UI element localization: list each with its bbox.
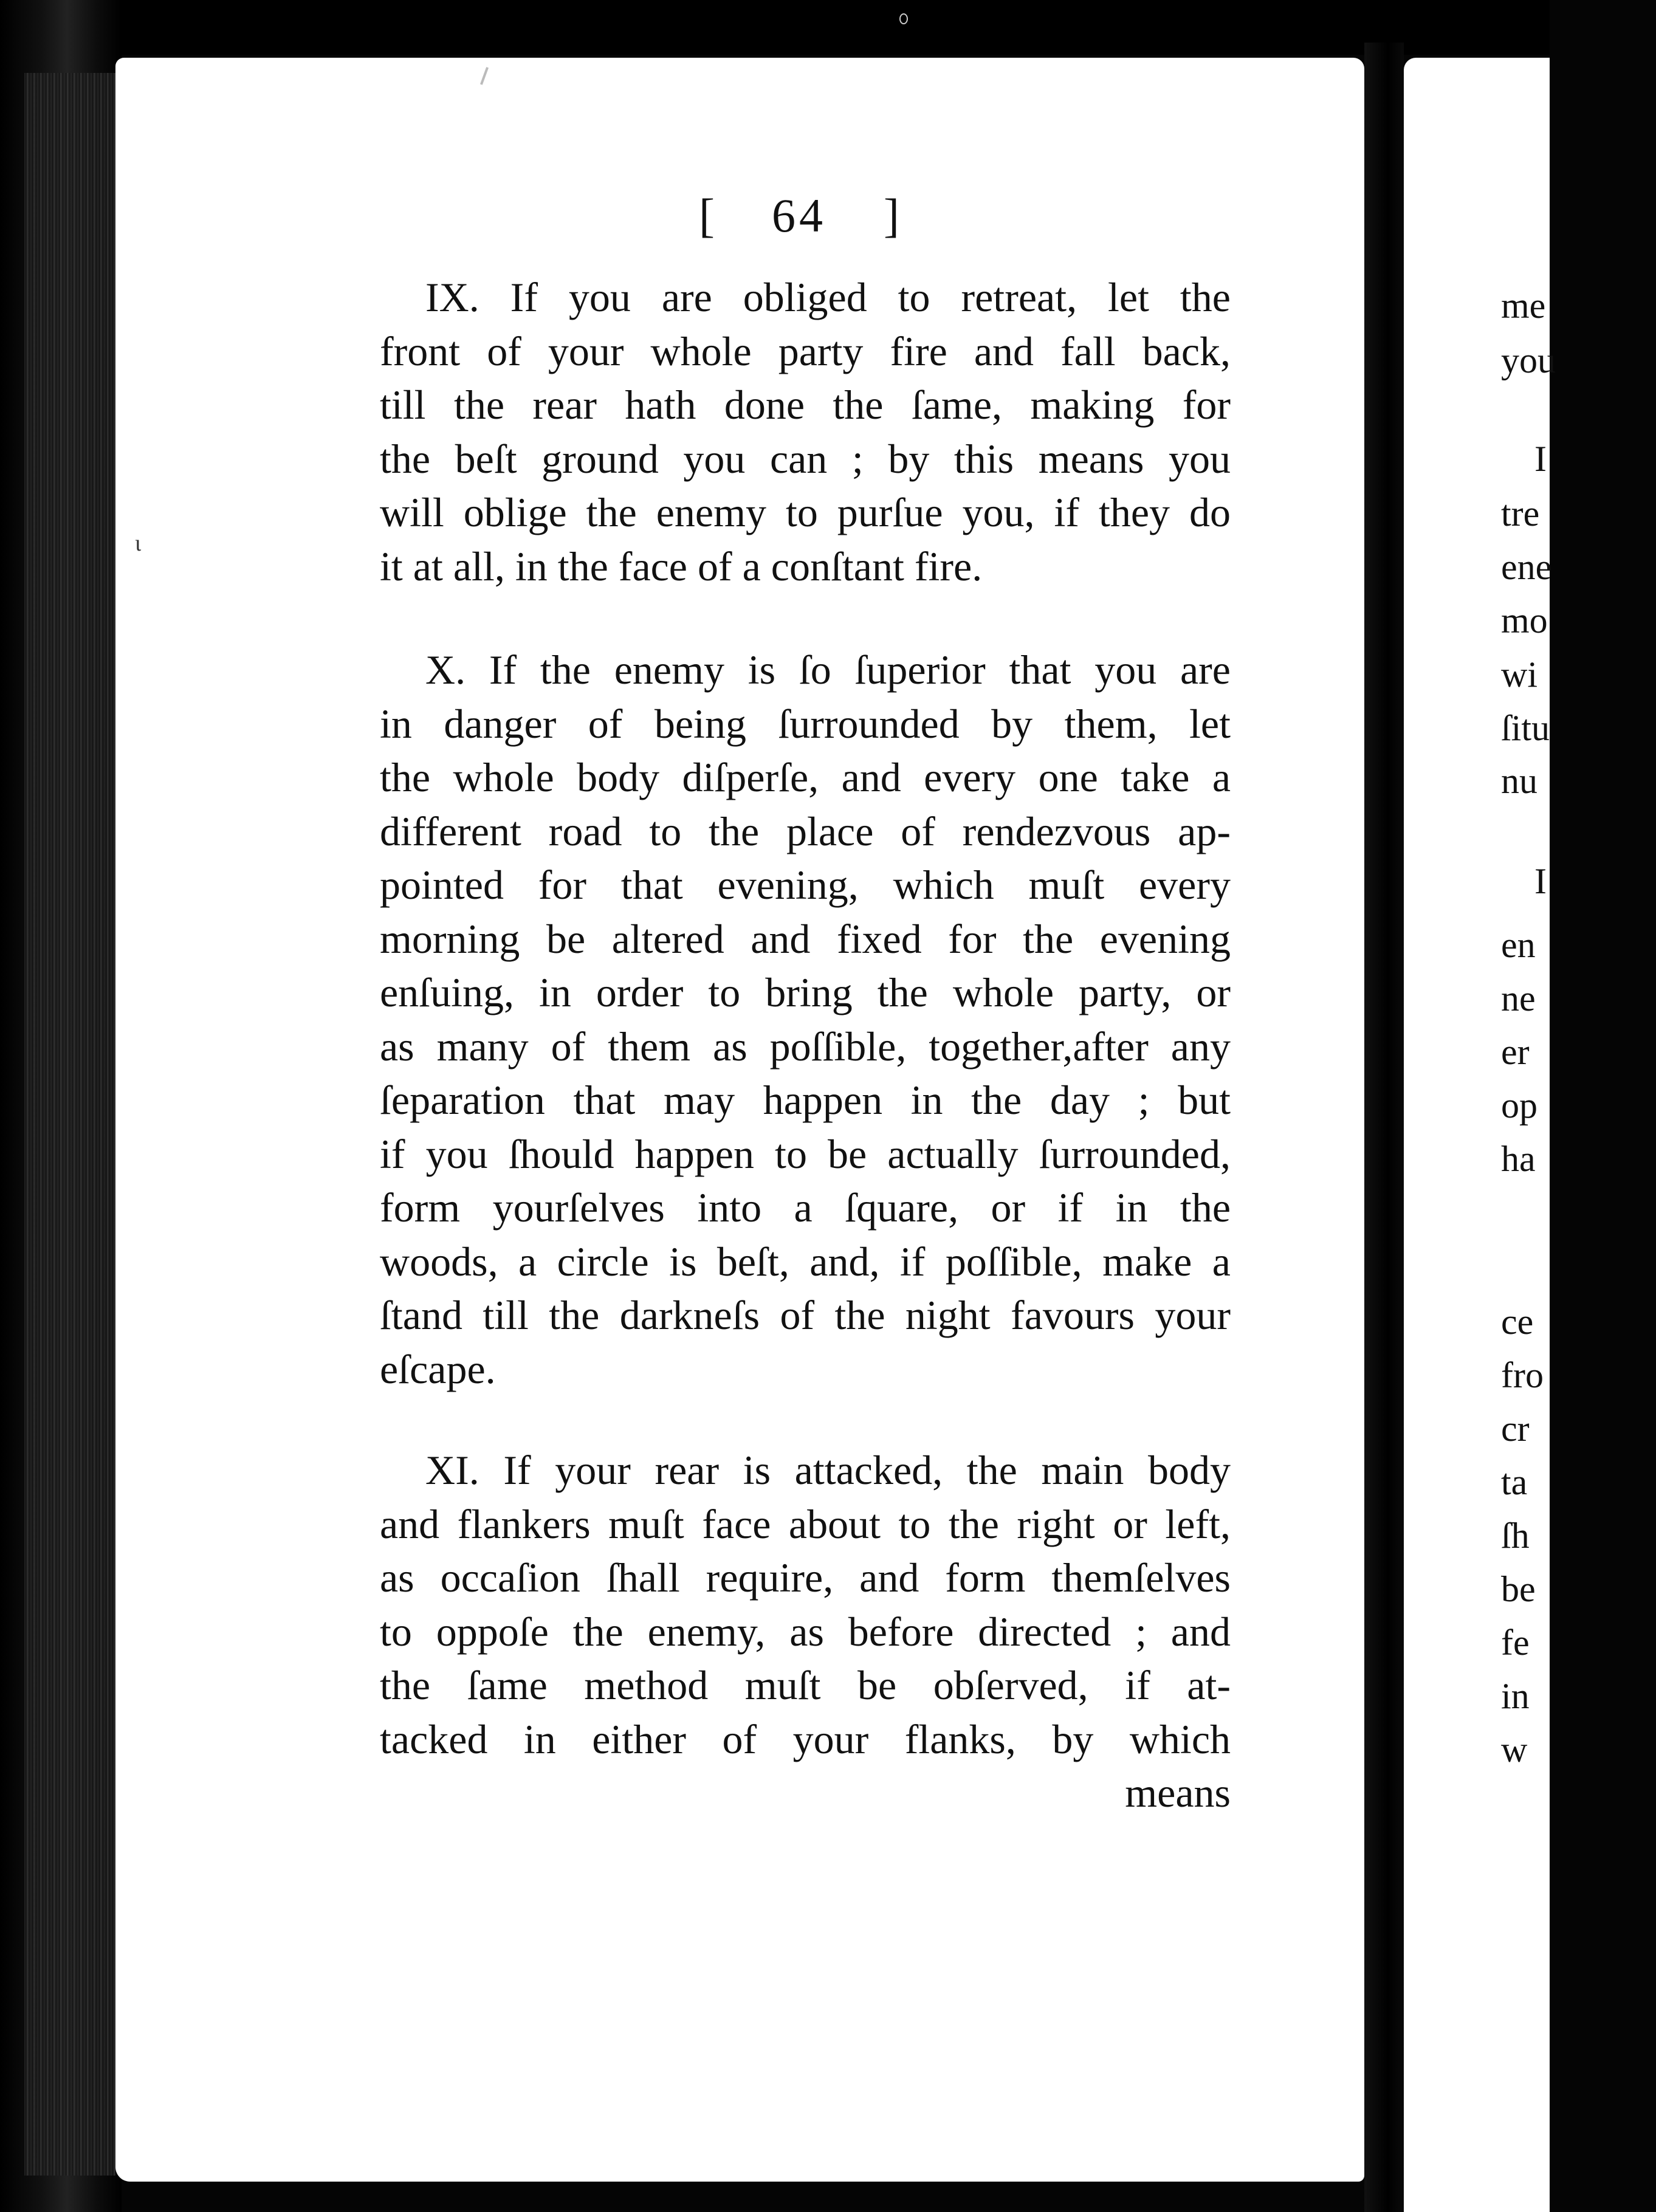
text-line: eſcape. — [380, 1345, 496, 1392]
facing-line: ne — [1501, 978, 1536, 1018]
page-stack-edges — [24, 73, 115, 2176]
facing-line: ene — [1501, 547, 1552, 587]
facing-line: me — [1501, 286, 1546, 326]
facing-line: I — [1534, 439, 1547, 479]
facing-line: en — [1501, 925, 1536, 965]
facing-line: er — [1501, 1032, 1530, 1072]
text-line: X. If the enemy is ſo ſuperior that you are — [425, 647, 1231, 693]
facing-line: fe — [1501, 1623, 1530, 1663]
facing-line: tre — [1501, 493, 1540, 534]
facing-line: fro — [1501, 1355, 1544, 1395]
bracket-close: ] — [884, 189, 899, 242]
text-line: and flankers muſt face about to the right or left, — [380, 1500, 1231, 1547]
margin-mark: ɩ — [135, 531, 142, 556]
text-line: IX. If you are obliged to retreat, let the — [425, 274, 1231, 320]
facing-line: wi — [1501, 654, 1537, 695]
facing-line: be — [1501, 1569, 1536, 1609]
facing-line: w — [1501, 1729, 1528, 1770]
text-line: the beſt ground you can ; by this means you — [380, 435, 1231, 482]
text-line: enſuing, in order to bring the whole party, or — [380, 969, 1231, 1015]
scan-speck — [899, 13, 908, 24]
facing-line: you — [1501, 340, 1556, 380]
facing-line: in — [1501, 1676, 1530, 1716]
text-line: till the rear hath done the ſame, making for — [380, 382, 1231, 428]
text-line: form yourſelves into a ſquare, or if in the — [380, 1184, 1231, 1231]
facing-line: ta — [1501, 1462, 1528, 1502]
facing-line: ſitu — [1501, 708, 1550, 748]
text-line: front of your whole party fire and fall back, — [380, 328, 1231, 374]
text-line: different road to the place of rendezvous ap- — [380, 808, 1231, 854]
text-line: to oppoſe the enemy, as before directed ; and — [380, 1608, 1231, 1655]
page-number: 64 — [772, 189, 826, 242]
text-line: will oblige the enemy to purſue you, if they do — [380, 489, 1231, 535]
page-header — [699, 182, 899, 249]
book-gutter — [1364, 43, 1404, 2212]
text-line: pointed for that evening, which muſt every — [380, 862, 1231, 908]
text-line: XI. If your rear is attacked, the main body — [425, 1447, 1231, 1493]
text-line: tacked in either of your flanks, by which — [380, 1716, 1231, 1762]
facing-line: nu — [1501, 761, 1537, 801]
facing-line: ſh — [1501, 1516, 1530, 1556]
facing-line: mo — [1501, 600, 1548, 641]
text-line: ſtand till the darkneſs of the night favours your — [380, 1292, 1231, 1338]
scan-top-border — [0, 0, 1550, 55]
text-line: the whole body diſperſe, and every one take a — [380, 754, 1231, 800]
facing-line: cr — [1501, 1409, 1530, 1449]
facing-line: ce — [1501, 1302, 1534, 1342]
facing-line: op — [1501, 1085, 1537, 1125]
catchword: means — [1125, 1770, 1231, 1816]
article-xi — [380, 1443, 1231, 1820]
text-line: woods, a circle is beſt, and, if poſſible, make a — [380, 1238, 1231, 1285]
text-line: if you ſhould happen to be actually ſurrounded, — [380, 1130, 1231, 1177]
text-line: ſeparation that may happen in the day ; but — [380, 1077, 1231, 1123]
text-line: in danger of being ſurrounded by them, let — [380, 700, 1231, 747]
text-line: the ſame method muſt be obſerved, if at- — [380, 1662, 1231, 1708]
text-line: as occaſion ſhall require, and form themſelves — [380, 1554, 1231, 1601]
text-line: morning be altered and fixed for the evening — [380, 915, 1231, 962]
bracket-open: [ — [699, 189, 715, 242]
article-x — [380, 643, 1231, 1396]
article-ix — [380, 270, 1231, 593]
text-line: it at all, in the face of a conſtant fire. — [380, 543, 983, 589]
text-line: as many of them as poſſible, together,after any — [380, 1023, 1231, 1070]
facing-line: I — [1534, 861, 1547, 901]
facing-line: ha — [1501, 1139, 1536, 1179]
